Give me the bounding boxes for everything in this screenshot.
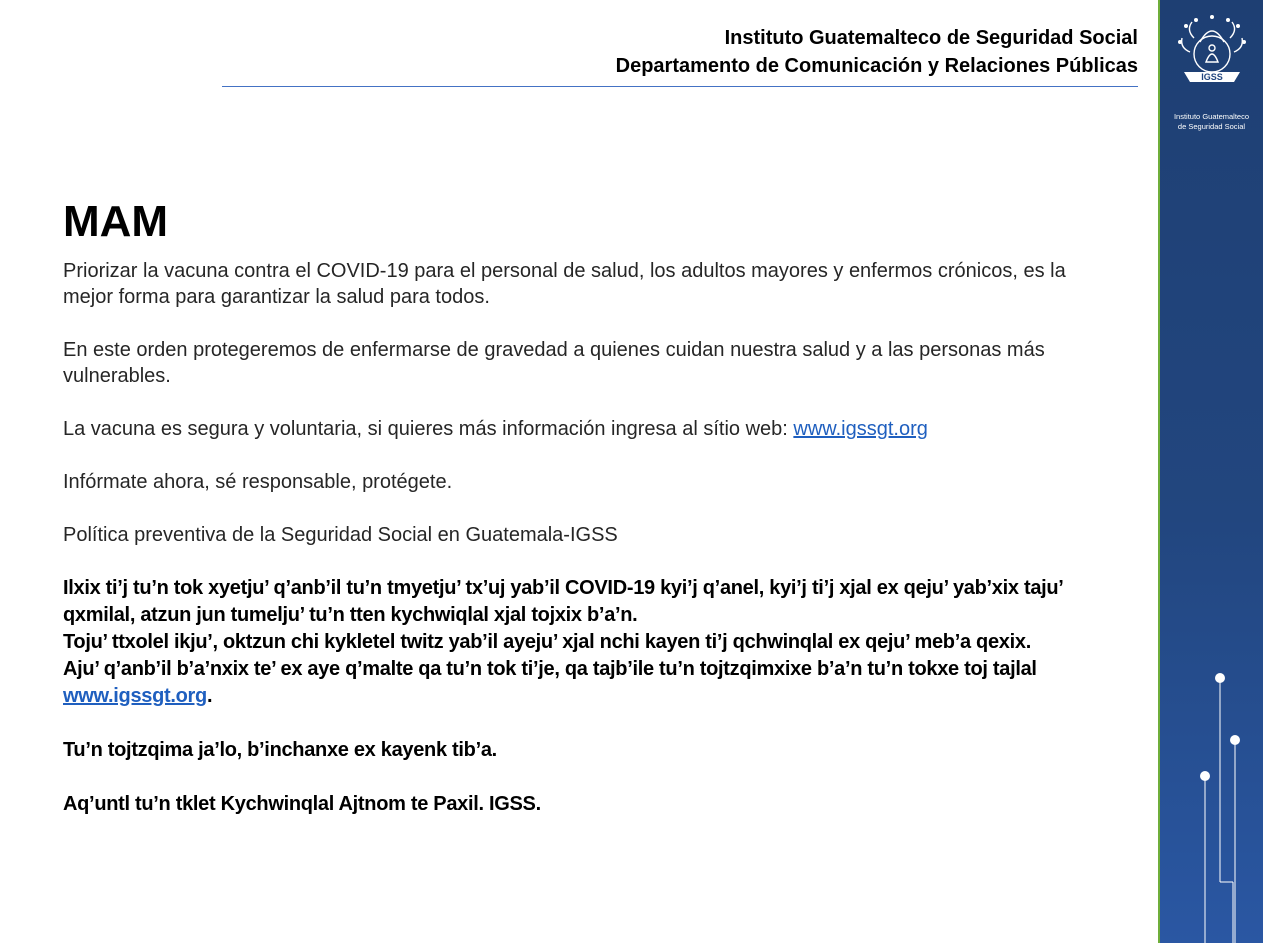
page-title: MAM (63, 197, 169, 246)
header-department: Departamento de Comunicación y Relaciones Públicas (615, 55, 1138, 77)
spanish-paragraph-1: Priorizar la vacuna contra el COVID-19 para el personal de salud, los adultos mayores y enfermos crónicos, es la mejor forma para garantizar la salud para todos. (63, 260, 1066, 308)
spanish-paragraph-5: Política preventiva de la Seguridad Social en Guatemala-IGSS (63, 524, 618, 546)
page-header (616, 24, 1138, 80)
sidebar (1158, 0, 1263, 943)
spanish-paragraph-3-text: La vacuna es segura y voluntaria, si quieres más información ingresa al sítio web: (63, 418, 794, 440)
mam-paragraph-1: Ilxix ti’j tu’n tok xyetju’ q’anb’il tu’n tmyetju’ tx’uj yab’il COVID-19 kyi’j q’anel, kyi’j ti’j xjal ex qeju’ yab’xix taju’ qxmilal, atzun jun tumelju’ tu’n tten kychwiqlal xjal tojxix b’a’n. (63, 577, 1063, 626)
spanish-paragraph-4: Infórmate ahora, sé responsable, protégete. (63, 471, 453, 493)
circuit-lines-icon (1160, 660, 1263, 943)
mam-paragraph-3-text: Aju’ q’anb’il b’a’nxix te’ ex aye q’malte qa tu’n tok ti’je, qa tajb’ile tu’n tojtzqimxixe b’a’n tu’n tokxe toj tajlal (63, 658, 1037, 680)
mam-paragraph-3-end: . (206, 685, 213, 707)
logo-caption (1160, 112, 1263, 132)
svg-text:IGSS: IGSS (1201, 72, 1223, 82)
spanish-paragraph-3 (63, 416, 1113, 442)
website-link[interactable]: www.igssgt.org (793, 418, 928, 440)
mam-paragraph-2: Toju’ ttxolel ikju’, oktzun chi kykletel twitz yab’il ayeju’ xjal nchi kayen ti’j qchwinqlal ex qeju’ meb’a qexix. (63, 631, 1031, 653)
spacer (63, 710, 1113, 737)
igss-logo-icon (1172, 12, 1252, 92)
main-content (63, 192, 1113, 818)
header-divider (222, 86, 1138, 87)
mam-paragraph-3 (63, 656, 1113, 710)
logo-caption-line1: Instituto Guatemalteco (1173, 112, 1250, 121)
header-institution: Instituto Guatemalteco de Seguridad Social (724, 27, 1138, 49)
mam-paragraph-5: Aq’untl tu’n tklet Kychwinqlal Ajtnom te Paxil. IGSS. (63, 793, 541, 815)
mam-website-link[interactable]: www.igssgt.org (63, 685, 207, 707)
logo-caption-line2: de Seguridad Social (1177, 122, 1246, 131)
mam-paragraph-4: Tu’n tojtzqima ja’lo, b’inchanxe ex kayenk tib’a. (63, 739, 497, 761)
mam-translation (63, 575, 1113, 818)
spacer (63, 764, 1113, 791)
spanish-paragraph-2: En este orden protegeremos de enfermarse de gravedad a quienes cuidan nuestra salud y a las personas más vulnerables. (63, 339, 1045, 387)
